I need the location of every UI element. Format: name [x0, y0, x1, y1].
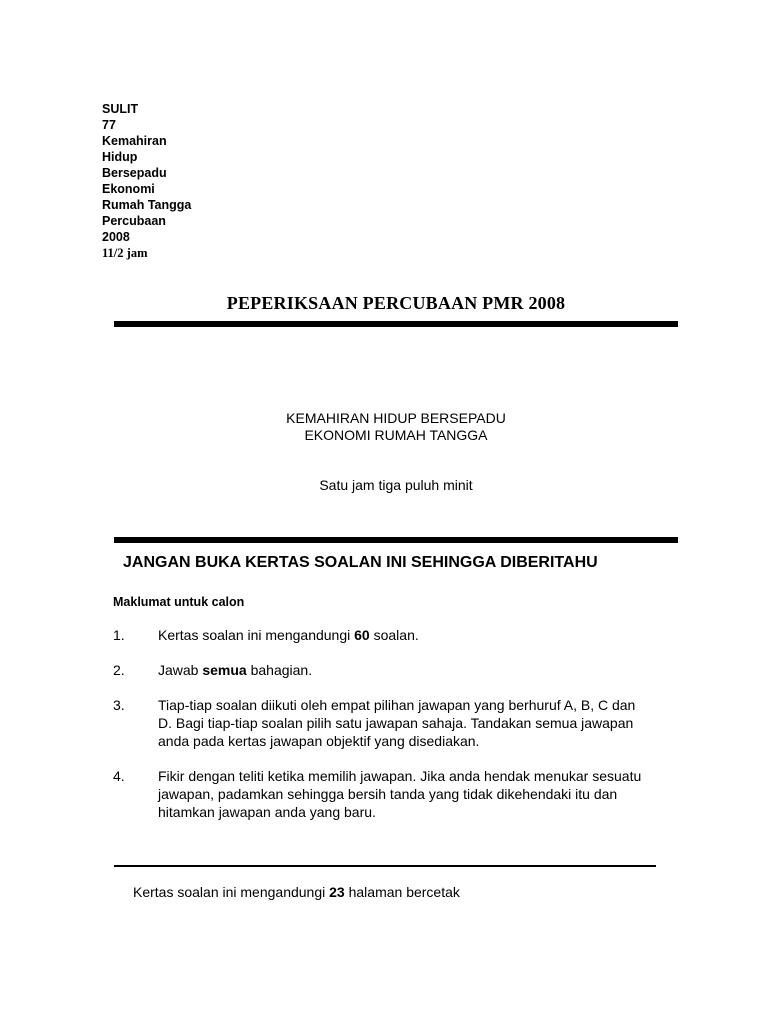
page-count-post: halaman bercetak: [344, 884, 460, 900]
instruction-number: 4.: [113, 768, 125, 784]
exam-title: PEPERIKSAAN PERCUBAAN PMR 2008: [226, 293, 566, 313]
instruction-text: Fikir dengan teliti ketika memilih jawapan. Jika anda hendak menukar sesuatu jawapan, padamkan sehingga bersih tanda yang tidak dikehendaki itu dan hitamkan jawapan anda yang baru.: [158, 768, 642, 820]
duration-words: Satu jam tiga puluh minit: [319, 477, 473, 493]
header-line-year: 2008: [102, 230, 130, 244]
instruction-number: 3.: [113, 697, 125, 713]
instruction-number: 1.: [113, 627, 125, 643]
warning-text: JANGAN BUKA KERTAS SOALAN INI SEHINGGA DIBERITAHU: [123, 554, 598, 571]
header-line-subject-2: Hidup: [102, 150, 138, 164]
subject-title: [114, 410, 678, 444]
header-line-subject-1: Kemahiran: [102, 134, 167, 148]
page-count-note: [133, 884, 460, 900]
page-count-pre: Kertas soalan ini mengandungi: [133, 884, 330, 900]
instruction-number: 2.: [113, 662, 125, 678]
warning-divider: [114, 537, 678, 543]
instruction-text-bold: 60: [354, 627, 370, 643]
title-divider: [114, 321, 678, 327]
footer-divider: [114, 865, 656, 867]
instruction-item: [113, 626, 653, 644]
instruction-text: Tiap-tiap soalan diikuti oleh empat pilihan jawapan yang berhuruf A, B, C dan D. Bagi tiap-tiap soalan pilih satu jawapan sahaja. Tandakan semua jawapan anda pada kertas jawapan objektif yang disediakan.: [158, 697, 636, 749]
instruction-text-bold: semua: [202, 662, 247, 678]
subject-line-1: KEMAHIRAN HIDUP BERSEPADU: [286, 410, 506, 426]
instruction-item: [113, 696, 653, 750]
instruction-text: [158, 626, 653, 644]
header-line-trial: Percubaan: [102, 214, 166, 228]
header-line-sulit: SULIT: [102, 102, 139, 116]
header-line-subject-4: Ekonomi: [102, 182, 155, 196]
candidate-info-heading: Maklumat untuk calon: [113, 595, 245, 609]
page-count-number: 23: [329, 884, 345, 900]
instruction-text-post: soalan.: [369, 627, 419, 643]
subject-line-2: EKONOMI RUMAH TANGGA: [304, 427, 488, 443]
instruction-text-post: bahagian.: [246, 662, 313, 678]
header-line-subject-5: Rumah Tangga: [102, 198, 192, 212]
header-duration: 11/2 jam: [102, 246, 148, 260]
header-line-subject-3: Bersepadu: [102, 166, 167, 180]
header-block: [102, 101, 191, 261]
instruction-item: [113, 661, 653, 679]
instruction-item: [113, 767, 653, 821]
instruction-text: [158, 661, 653, 679]
instructions-list: [113, 626, 653, 838]
instruction-text-pre: Jawab: [158, 662, 203, 678]
instruction-text-pre: Kertas soalan ini mengandungi: [158, 627, 355, 643]
header-line-code: 77: [102, 118, 116, 132]
